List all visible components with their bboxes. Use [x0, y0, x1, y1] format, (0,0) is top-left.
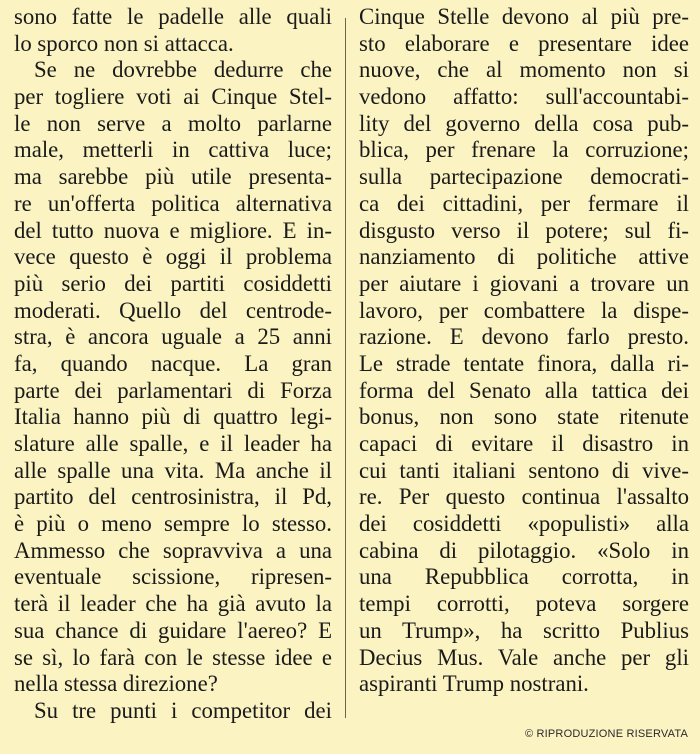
text-line: eventuale scissione, ripresen- [14, 564, 332, 590]
text-line: del tutto nuova e migliore. E in- [14, 217, 332, 243]
text-line: Su tre punti i competitor dei [34, 697, 332, 723]
text-line: bonus, non sono state ritenute [359, 404, 689, 430]
text-line: Ammesso che sopravviva a una [14, 537, 332, 563]
text-line: sulla partecipazione democrati- [359, 164, 689, 190]
text-line: fa, quando nacque. La gran [14, 350, 332, 376]
text-line: se sì, lo farà con le stesse idee e [14, 644, 332, 670]
text-line: tempi corrotti, poteva sorgere [359, 591, 689, 617]
copyright-footer: © RIPRODUZIONE RISERVATA [524, 728, 688, 740]
text-line: blica, per frenare la corruzione; [359, 137, 689, 163]
text-line: per togliere voti ai Cinque Stel- [14, 84, 332, 110]
text-line: Italia hanno più di quattro legi- [14, 404, 332, 430]
text-line: ma sarebbe più utile presenta- [14, 164, 332, 190]
text-line: capaci di evitare il disastro in [359, 431, 689, 456]
text-line: cabina di pilotaggio. «Solo in [359, 537, 689, 563]
text-line: disgusto verso il potere; sul fi- [359, 217, 689, 243]
text-line: per aiutare i giovani a trovare un [359, 270, 689, 296]
text-line: Le strade tentate finora, dalla ri- [359, 350, 689, 376]
text-line: razione. E devono farlo presto. [359, 324, 689, 350]
text-line: ca dei cittadini, per fermare il [359, 190, 689, 216]
right-column [359, 4, 689, 698]
text-line: parte dei parlamentari di Forza [14, 377, 332, 403]
text-line: vedono affatto: sull'accountabi- [359, 84, 689, 110]
text-line: nuove, che al momento non si [359, 57, 689, 83]
text-line: una Repubblica corrotta, in [359, 564, 689, 590]
column-divider [345, 18, 346, 718]
text-line: partito del centrosinistra, il Pd, [14, 484, 332, 510]
text-line: sono fatte le padelle alle quali [14, 4, 332, 29]
text-line: lo sporco non si attacca. [14, 30, 234, 56]
text-line: stra, è ancora uguale a 25 anni [14, 324, 332, 350]
text-line: Se ne dovrebbe dedurre che [34, 57, 332, 83]
text-line: Decius Mus. Vale anche per gli [359, 644, 689, 670]
text-line: sua chance di guidare l'aereo? E [14, 617, 332, 643]
text-line: slature alle spalle, e il leader ha [14, 431, 332, 456]
text-line: Cinque Stelle devono al più pre- [359, 4, 689, 29]
text-line: le non serve a molto parlarne [14, 110, 332, 136]
text-line: vece questo è oggi il problema [14, 244, 332, 270]
text-line: re un'offerta politica alternativa [14, 190, 332, 216]
text-line: terà il leader che ha già avuto la [14, 591, 332, 617]
text-line: un Trump», ha scritto Publius [359, 617, 689, 643]
text-line: sto elaborare e presentare idee [359, 30, 689, 56]
text-line: aspiranti Trump nostrani. [359, 671, 589, 697]
text-line: re. Per questo continua l'assalto [359, 484, 689, 510]
left-column [14, 4, 332, 725]
text-line: dei cosiddetti «populisti» alla [359, 511, 689, 537]
text-line: male, metterli in cattiva luce; [14, 137, 332, 163]
text-line: lavoro, per combattere la dispe- [359, 297, 689, 323]
text-line: forma del Senato alla tattica dei [359, 377, 689, 403]
text-line: nella stessa direzione? [14, 671, 218, 697]
text-line: lity del governo della cosa pub- [359, 110, 689, 136]
text-line: moderati. Quello del centrode- [14, 297, 332, 323]
text-line: alle spalle una vita. Ma anche il [14, 457, 332, 483]
text-line: nanziamento di politiche attive [359, 244, 689, 270]
text-line: più serio dei partiti cosiddetti [14, 270, 332, 296]
text-line: cui tanti italiani sentono di vive- [359, 457, 689, 483]
text-line: è più o meno sempre lo stesso. [14, 511, 332, 537]
